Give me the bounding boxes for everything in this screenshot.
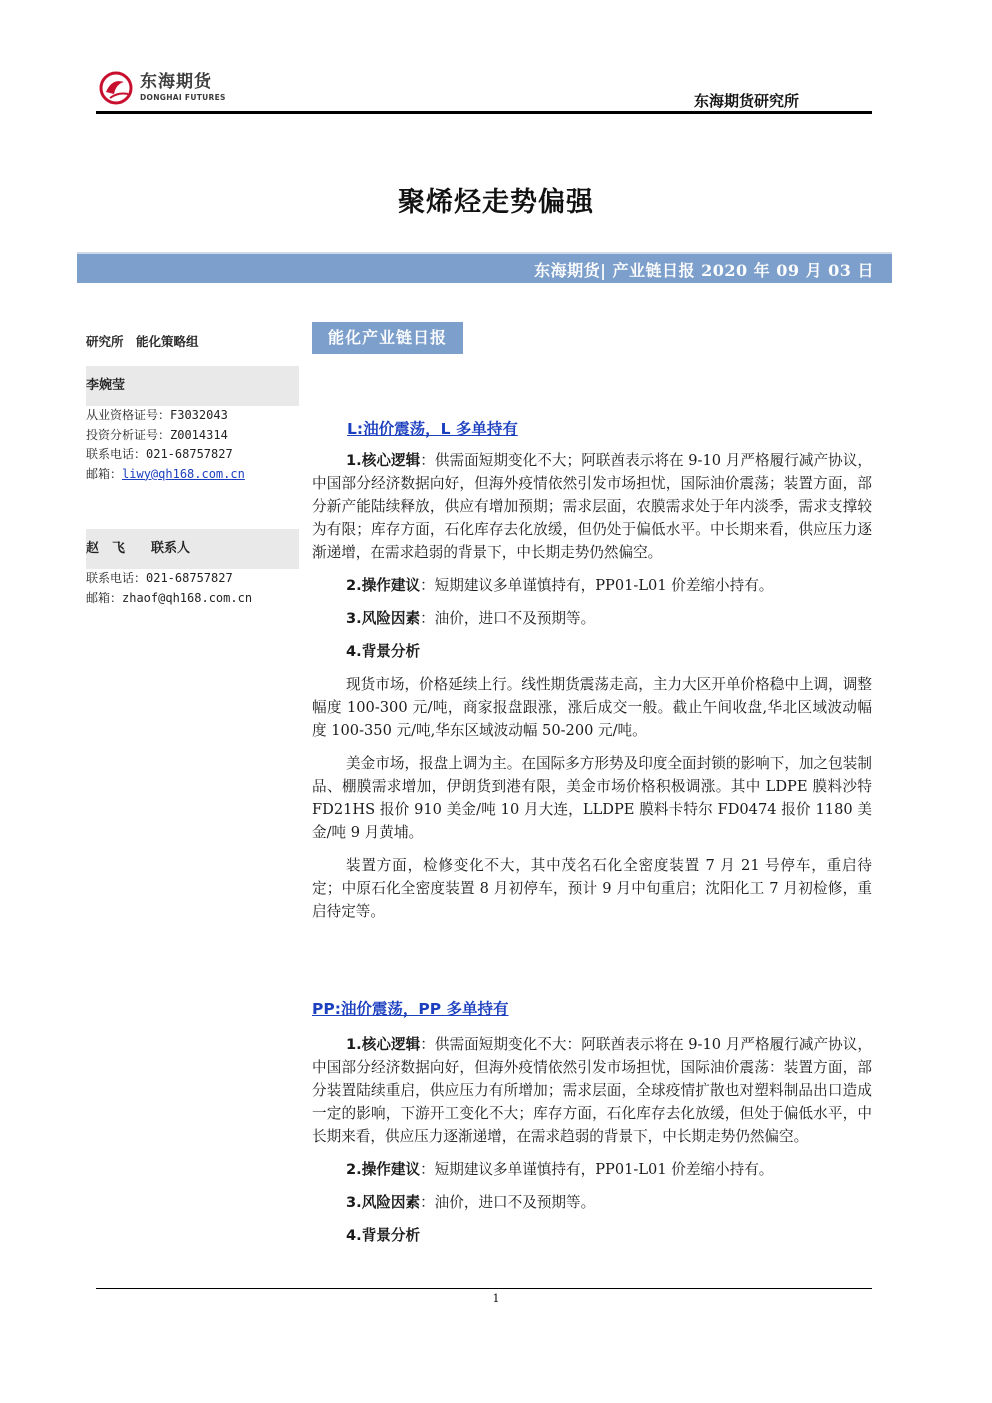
contact-email: 邮箱：zhaof@qh168.com.cn (86, 590, 253, 605)
paragraph (312, 752, 872, 844)
investment-cert-number: 投资分析证号：Z0014314 (86, 427, 228, 442)
contact-name: 赵 飞 联系人 (86, 529, 299, 569)
paragraph (312, 1158, 872, 1181)
analyst-sidebar (86, 330, 299, 608)
report-banner (77, 252, 892, 283)
header-divider (96, 111, 872, 114)
section-body-pp (312, 1033, 872, 1257)
paragraph-text: 装置方面，检修变化不大，其中茂名石化全密度装置 7 月 21 号停车，重启待定；中原石化全密度装置 8 月初停车，预计 9 月中旬重启；沈阳化工 7 月初检修，重启待定等。 (312, 857, 872, 920)
paragraph-text: ：供需面短期变化不大：阿联酋表示将在 9-10 月严格履行减产协议，中国部分经济数据向好，但海外疫情依然引发市场担忧，国际油价震荡：装置方面，部分装置陆续重启，供应压力有所增加；需求层面，全球疫情扩散也对塑料制品出口造成一定的影响，下游开工变化不大；库存方面，石化库存去化放缓，但处于偏低水平，中长期来看，供应压力逐渐递增，在需求趋弱的背景下，中长期走势仍然偏空。 (312, 1036, 872, 1145)
analyst-name: 李婉莹 (86, 366, 299, 406)
paragraph-lead: 2.操作建议 (346, 1161, 421, 1178)
paragraph-lead: 1.核心逻辑 (346, 452, 421, 469)
paragraph-lead: 4.背景分析 (346, 643, 421, 660)
paragraph (312, 854, 872, 923)
paragraph-lead: 3.风险因素 (346, 610, 421, 627)
section-body-l (312, 449, 872, 933)
paragraph-text: ：油价，进口不及预期等。 (420, 1194, 596, 1211)
paragraph (312, 1033, 872, 1148)
section-title-pp[interactable]: PP:油价震荡，PP 多单持有 (312, 1000, 509, 1018)
email-label: 邮箱： (86, 466, 123, 481)
paragraph-text: 现货市场，价格延续上行。线性期货震荡走高，主力大区开单价格稳中上调，调整幅度 100-300 元/吨，商家报盘跟涨，涨后成交一般。截止午间收盘,华北区域波动幅度 100-350 元/吨,华东区域波动幅 50-200 元/吨。 (312, 676, 872, 739)
section-tag: 能化产业链日报 (312, 322, 463, 354)
paragraph-text: ：短期建议多单谨慎持有，PP01-L01 价差缩小持有。 (420, 577, 774, 594)
analyst-email-row (86, 465, 299, 485)
paragraph-text: ：短期建议多单谨慎持有，PP01-L01 价差缩小持有。 (420, 1161, 774, 1178)
banner-text: 东海期货| 产业链日报 2020 年 09 月 03 日 (534, 261, 874, 280)
analyst-phone: 联系电话：021-68757827 (86, 447, 233, 461)
donghai-logo-icon (98, 70, 134, 106)
paragraph-text: 美金市场，报盘上调为主。在国际多方形势及印度全面封锁的影响下，加之包装制品、棚膜需求增加，伊朗货到港有限，美金市场价格积极调涨。其中 LDPE 膜料沙特 FD21HS 报价 910 美金/吨 10 月大连，LLDPE 膜料卡特尔 FD0474 报价 1180 美金/吨 9 月黄埔。 (312, 755, 872, 841)
document-title: 聚烯烃走势偏强 (398, 187, 594, 218)
paragraph-lead: 1.核心逻辑 (346, 1036, 421, 1053)
paragraph-text: ：油价，进口不及预期等。 (420, 610, 596, 627)
paragraph (312, 574, 872, 597)
paragraph-lead: 4.背景分析 (346, 1227, 421, 1244)
page-number: 1 (492, 1292, 500, 1305)
section-title-l[interactable]: L:油价震荡，L 多单持有 (347, 420, 518, 438)
footer-divider (96, 1288, 872, 1289)
header-institute: 东海期货研究所 (694, 92, 800, 110)
paragraph (312, 640, 872, 663)
paragraph (312, 607, 872, 630)
paragraph (312, 1191, 872, 1214)
paragraph-text: ：供需面短期变化不大；阿联酋表示将在 9-10 月严格履行减产协议，中国部分经济数据向好，但海外疫情依然引发市场担忧，国际油价震荡；装置方面，部分新产能陆续释放，供应有增加预期；需求层面，农膜需求处于年内淡季，需求支撑较为有限；库存方面，石化库存去化放缓，但仍处于偏低水平。中长期来看，供应压力逐渐递增，在需求趋弱的背景下，中长期走势仍然偏空。 (312, 452, 872, 561)
contact-phone: 联系电话：021-68757827 (86, 571, 233, 585)
analyst-email-link[interactable]: liwy@qh168.com.cn (122, 466, 245, 481)
department-label: 研究所 能化策略组 (86, 334, 199, 349)
paragraph (312, 673, 872, 742)
paragraph (312, 449, 872, 564)
paragraph (312, 1224, 872, 1247)
paragraph-lead: 2.操作建议 (346, 577, 421, 594)
qualification-number: 从业资格证号：F3032043 (86, 408, 228, 422)
company-logo (98, 68, 238, 108)
paragraph-lead: 3.风险因素 (346, 1194, 421, 1211)
logo-cn-text: 东海期货 (140, 72, 212, 93)
logo-en-text: DONGHAI FUTURES (140, 93, 226, 103)
